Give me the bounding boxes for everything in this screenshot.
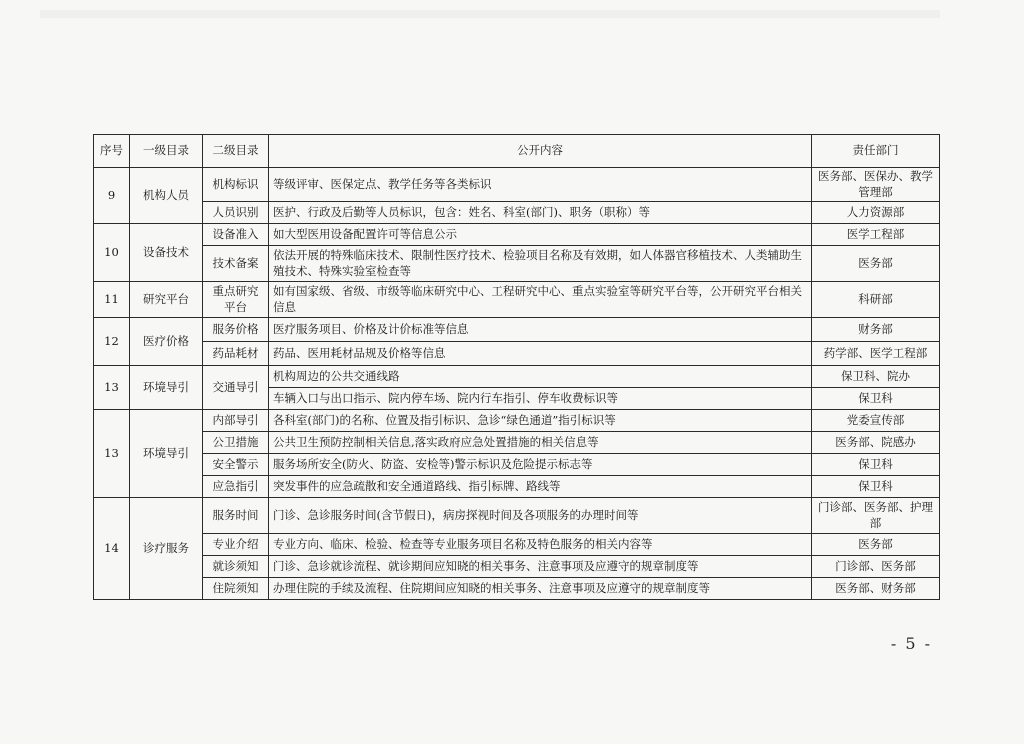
header-level1: 一级目录 <box>130 135 203 168</box>
seq-cell: 14 <box>94 498 130 600</box>
header-content: 公开内容 <box>269 135 812 168</box>
content-cell: 机构周边的公共交通线路 <box>269 366 812 388</box>
table-row <box>94 432 940 454</box>
content-cell: 医疗服务项目、价格及计价标准等信息 <box>269 318 812 342</box>
content-cell: 等级评审、医保定点、教学任务等各类标识 <box>269 168 812 202</box>
seq-cell: 11 <box>94 282 130 318</box>
seq-cell: 9 <box>94 168 130 224</box>
level2-cell: 就诊须知 <box>203 556 269 578</box>
table-row <box>94 534 940 556</box>
dept-cell: 医务部 <box>812 246 940 282</box>
table-row <box>94 168 940 202</box>
dept-cell: 保卫科、院办 <box>812 366 940 388</box>
dept-cell: 医务部、医保办、教学管理部 <box>812 168 940 202</box>
level2-cell: 住院须知 <box>203 578 269 600</box>
dept-cell: 财务部 <box>812 318 940 342</box>
content-cell: 药品、医用耗材品规及价格等信息 <box>269 342 812 366</box>
content-cell: 服务场所安全(防火、防盗、安检等)警示标识及危险提示标志等 <box>269 454 812 476</box>
dept-cell: 医务部 <box>812 534 940 556</box>
page-number: - 5 - <box>890 634 932 653</box>
table-row <box>94 224 940 246</box>
table-header-row <box>94 135 940 168</box>
level2-cell: 内部导引 <box>203 410 269 432</box>
level2-cell: 人员识别 <box>203 202 269 224</box>
dept-cell: 门诊部、医务部 <box>812 556 940 578</box>
level2-cell: 公卫措施 <box>203 432 269 454</box>
level2-cell: 机构标识 <box>203 168 269 202</box>
content-cell: 如有国家级、省级、市级等临床研究中心、工程研究中心、重点实验室等研究平台等，公开研究平台相关信息 <box>269 282 812 318</box>
dept-cell: 保卫科 <box>812 454 940 476</box>
dept-cell: 人力资源部 <box>812 202 940 224</box>
level1-cell: 机构人员 <box>130 168 203 224</box>
level2-cell: 重点研究平台 <box>203 282 269 318</box>
table-row <box>94 556 940 578</box>
level2-cell: 交通导引 <box>203 366 269 410</box>
content-cell: 医护、行政及后勤等人员标识，包含：姓名、科室(部门)、职务（职称）等 <box>269 202 812 224</box>
table-row <box>94 454 940 476</box>
content-cell: 各科室(部门)的名称、位置及指引标识、急诊“绿色通道”指引标识等 <box>269 410 812 432</box>
header-level2: 二级目录 <box>203 135 269 168</box>
level1-cell: 研究平台 <box>130 282 203 318</box>
dept-cell: 保卫科 <box>812 476 940 498</box>
level1-cell: 环境导引 <box>130 410 203 498</box>
level2-cell: 技术备案 <box>203 246 269 282</box>
table-row <box>94 342 940 366</box>
level2-cell: 药品耗材 <box>203 342 269 366</box>
seq-cell: 12 <box>94 318 130 366</box>
table-row <box>94 246 940 282</box>
table-row <box>94 498 940 534</box>
content-cell: 公共卫生预防控制相关信息,落实政府应急处置措施的相关信息等 <box>269 432 812 454</box>
content-cell: 门诊、急诊服务时间(含节假日)，病房探视时间及各项服务的办理时间等 <box>269 498 812 534</box>
dept-cell: 门诊部、医务部、护理部 <box>812 498 940 534</box>
table-row <box>94 476 940 498</box>
seq-cell: 10 <box>94 224 130 282</box>
content-cell: 专业方向、临床、检验、检查等专业服务项目名称及特色服务的相关内容等 <box>269 534 812 556</box>
dept-cell: 科研部 <box>812 282 940 318</box>
level1-cell: 医疗价格 <box>130 318 203 366</box>
content-cell: 如大型医用设备配置许可等信息公示 <box>269 224 812 246</box>
dept-cell: 药学部、医学工程部 <box>812 342 940 366</box>
level2-cell: 设备准入 <box>203 224 269 246</box>
disclosure-table <box>93 134 940 600</box>
content-cell: 车辆入口与出口指示、院内停车场、院内行车指引、停车收费标识等 <box>269 388 812 410</box>
level1-cell: 设备技术 <box>130 224 203 282</box>
table-row <box>94 366 940 388</box>
level2-cell: 应急指引 <box>203 476 269 498</box>
level1-cell: 环境导引 <box>130 366 203 410</box>
level2-cell: 专业介绍 <box>203 534 269 556</box>
dept-cell: 医学工程部 <box>812 224 940 246</box>
content-cell: 依法开展的特殊临床技术、限制性医疗技术、检验项目名称及有效期，如人体器官移植技术、人类辅助生殖技术、特殊实验室检查等 <box>269 246 812 282</box>
content-cell: 门诊、急诊就诊流程、就诊期间应知晓的相关事务、注意事项及应遵守的规章制度等 <box>269 556 812 578</box>
seq-cell: 13 <box>94 410 130 498</box>
table-row <box>94 202 940 224</box>
table-row <box>94 410 940 432</box>
level2-cell: 安全警示 <box>203 454 269 476</box>
seq-cell: 13 <box>94 366 130 410</box>
dept-cell: 医务部、财务部 <box>812 578 940 600</box>
level2-cell: 服务时间 <box>203 498 269 534</box>
table-row <box>94 318 940 342</box>
table-row <box>94 578 940 600</box>
dept-cell: 党委宣传部 <box>812 410 940 432</box>
level2-cell: 服务价格 <box>203 318 269 342</box>
content-cell: 突发事件的应急疏散和安全通道路线、指引标牌、路线等 <box>269 476 812 498</box>
dept-cell: 医务部、院感办 <box>812 432 940 454</box>
header-dept: 责任部门 <box>812 135 940 168</box>
table-row <box>94 282 940 318</box>
dept-cell: 保卫科 <box>812 388 940 410</box>
level1-cell: 诊疗服务 <box>130 498 203 600</box>
scan-noise <box>40 10 940 18</box>
header-seq: 序号 <box>94 135 130 168</box>
content-cell: 办理住院的手续及流程、住院期间应知晓的相关事务、注意事项及应遵守的规章制度等 <box>269 578 812 600</box>
